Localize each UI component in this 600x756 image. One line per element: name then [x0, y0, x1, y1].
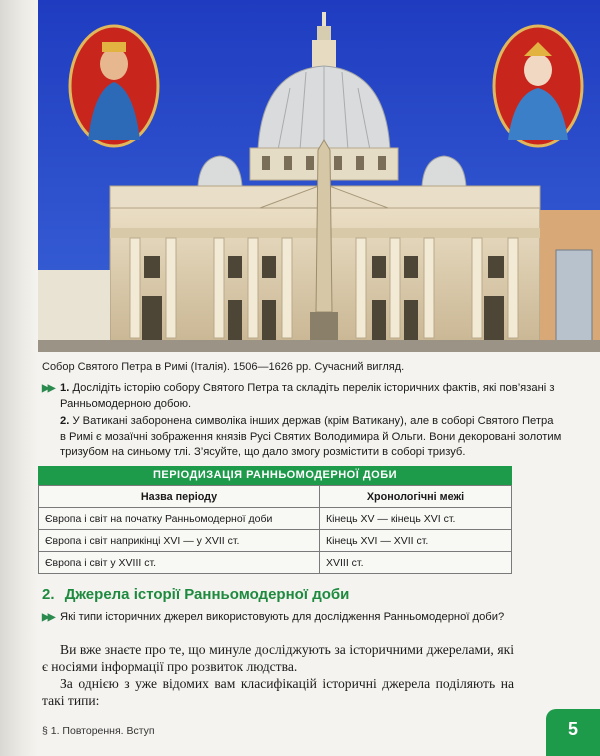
- column-header: Назва періоду: [39, 486, 320, 508]
- table-header-row: [39, 486, 512, 508]
- table-cell: Кінець XV — кінець XVI ст.: [320, 508, 512, 530]
- table-cell: Європа і світ у XVIII ст.: [39, 552, 320, 574]
- section-number: 2.: [42, 586, 55, 603]
- table-cell: XVIII ст.: [320, 552, 512, 574]
- double-arrow-icon: ▶▶: [42, 383, 54, 394]
- section-heading: [42, 586, 349, 603]
- table-cell: Кінець XVI — XVII ст.: [320, 530, 512, 552]
- task-number: 1.: [60, 382, 70, 394]
- table-row: [39, 530, 512, 552]
- table-cell: Європа і світ на початку Ранньомодерної доби: [39, 508, 320, 530]
- table-cell: Європа і світ наприкінці XVI — у XVII ст.: [39, 530, 320, 552]
- task-list: [42, 381, 562, 463]
- task-text: У Ватикані заборонена символіка інших держав (крім Ватикану), але в соборі Святого Петра в Римі є мозаїчні зображення князів Русі Святих Володимира й Ольги. Вони декоровані золотим тризубом на синьому тлі. З’ясуйте, що дало змогу розмістити в соборі тризуб.: [60, 415, 562, 458]
- basilica-illustration: [38, 0, 600, 352]
- basilica-photo: [38, 0, 600, 352]
- column-header: Хронологічні межі: [320, 486, 512, 508]
- periodization-table: [38, 466, 512, 574]
- table-row: [39, 508, 512, 530]
- photo-caption: Собор Святого Петра в Римі (Італія). 1506—1626 рр. Сучасний вигляд.: [42, 361, 405, 373]
- task-item-2: [42, 414, 562, 461]
- paragraph: За однією з уже відомих вам класифікацій історичні джерела поділяють на такі типи:: [42, 676, 514, 708]
- page-number: 5: [546, 709, 600, 756]
- table-row: [39, 552, 512, 574]
- question-text: Які типи історичних джерел використовують для дослідження Ранньомодерної доби?: [60, 611, 505, 623]
- page-footer: § 1. Повторення. Вступ: [42, 725, 155, 737]
- paragraph: Ви вже знаєте про те, що минуле досліджують за історичними джерелами, які є носіями інформації про розвиток людства.: [42, 642, 514, 674]
- task-text: Дослідіть історію собору Святого Петра та складіть перелік історичних фактів, які пов’язані з Ранньомодерною добою.: [60, 382, 555, 410]
- body-text: [42, 641, 514, 709]
- guiding-question: [42, 610, 560, 625]
- task-number: 2.: [60, 415, 70, 427]
- task-item-1: [42, 381, 562, 412]
- page-binding-edge: [0, 0, 38, 756]
- section-title: Джерела історії Ранньомодерної доби: [64, 586, 350, 603]
- double-arrow-icon: ▶▶: [42, 612, 54, 623]
- table-title: ПЕРІОДИЗАЦІЯ РАННЬОМОДЕРНОЇ ДОБИ: [38, 466, 512, 485]
